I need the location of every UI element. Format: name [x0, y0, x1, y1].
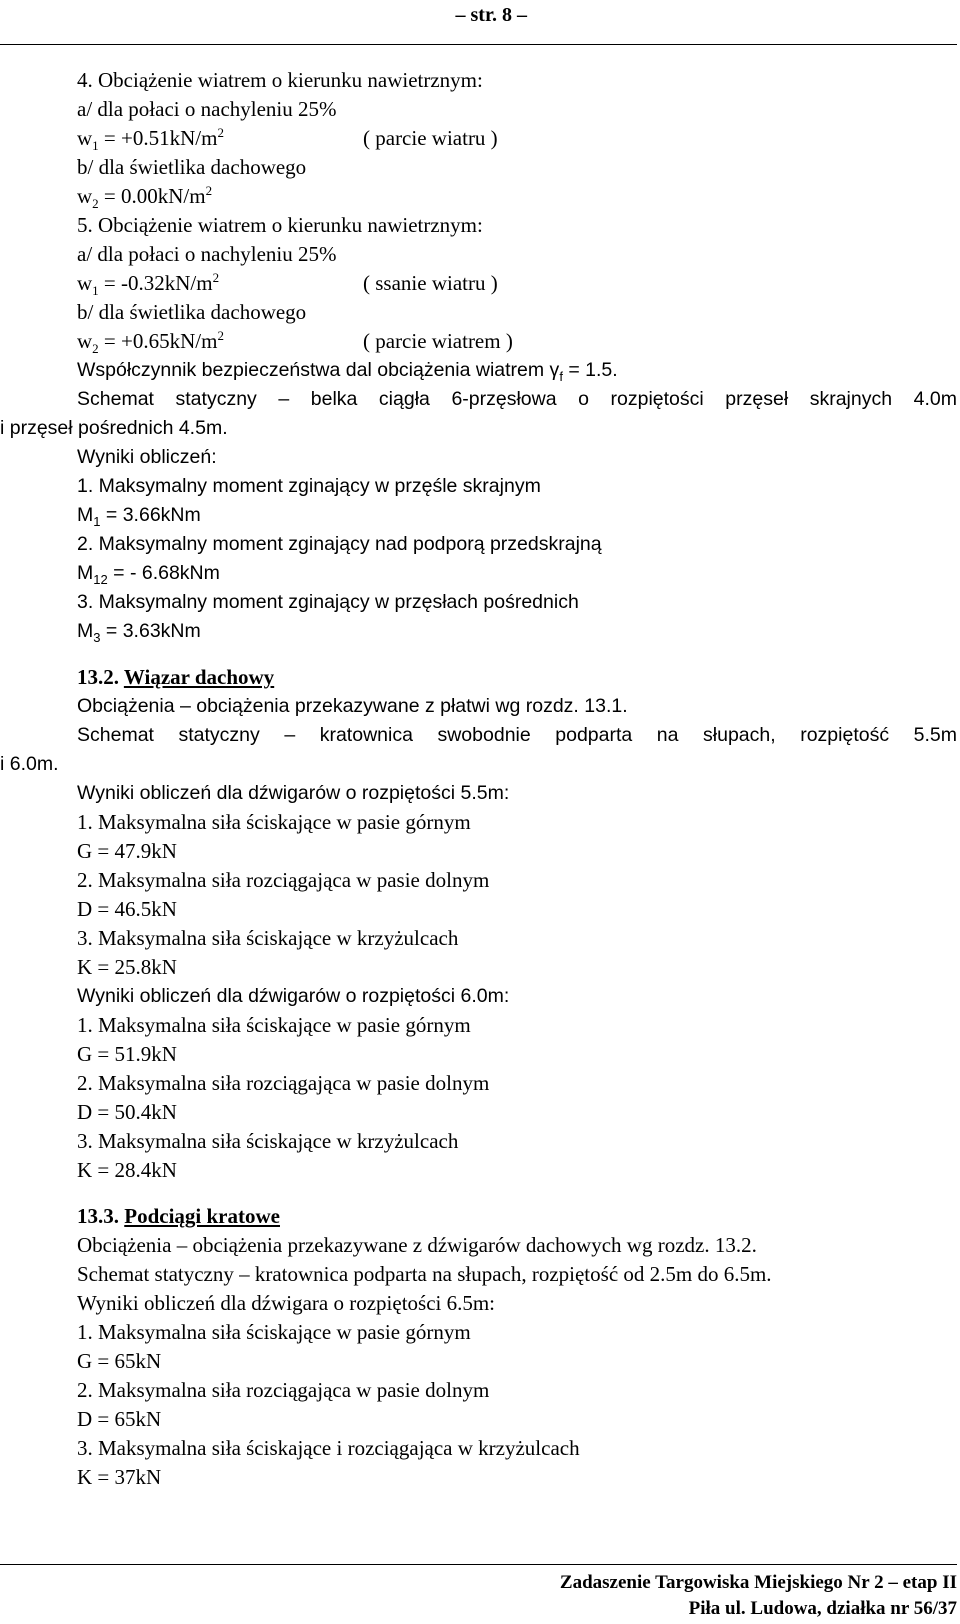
footer-location: Piła ul. Ludowa, działka nr 56/37 — [688, 1598, 957, 1619]
result-value: D = 46.5kN — [77, 897, 177, 921]
result-value: $M_{12}$ = - 6.68kNm — [77, 562, 220, 587]
section-number: 13.2. — [77, 665, 119, 689]
formula-note: ( ssanie wiatru ) — [363, 271, 498, 295]
result-value: G = 47.9kN — [77, 839, 177, 863]
result-value: G = 51.9kN — [77, 1042, 177, 1066]
text-line: b/ dla świetlika dachowego — [77, 155, 307, 179]
scheme-line: Schemat statyczny – kratownica swobodnie podparta na słupach, rozpiętość 5.5m — [77, 724, 957, 746]
result-value: G = 65kN — [77, 1349, 162, 1373]
spacer — [0, 646, 957, 663]
section-heading — [0, 663, 957, 692]
spacer — [0, 1185, 957, 1202]
result-value: K = 37kN — [77, 1465, 162, 1489]
text-line: Obciążenia – obciążenia przekazywane z dźwigarów dachowych wg rozdz. 13.2. — [77, 1233, 757, 1257]
section-title: Podciągi kratowe — [124, 1204, 280, 1228]
scheme-line-continued: i 6.0m. — [0, 753, 59, 775]
result-item: 1. Maksymalna siła ściskające w pasie górnym — [77, 1320, 471, 1344]
page-header — [0, 4, 960, 44]
text-line: Schemat statyczny – kratownica podparta na słupach, rozpiętość od 2.5m do 6.5m. — [77, 1262, 772, 1286]
text-line: b/ dla świetlika dachowego — [77, 300, 307, 324]
formula-note: ( parcie wiatru ) — [363, 126, 498, 150]
result-item: 1. Maksymalna siła ściskające w pasie górnym — [77, 810, 471, 834]
safety-factor-line: Współczynnik bezpieczeństwa dal obciążenia wiatrem $\gamma_f = 1.5$. — [77, 359, 618, 384]
text-line: 5. Obciążenie wiatrem o kierunku nawietrznym: — [77, 213, 483, 237]
result-item: 1. Maksymalna siła ściskające w pasie górnym — [77, 1013, 471, 1037]
result-item: 1. Maksymalny moment zginający w przęśle skrajnym — [77, 475, 541, 497]
text-line: a/ dla połaci o nachyleniu 25% — [77, 242, 337, 266]
formula-line: $w_1 = -0.32kN/m^2$ ( ssanie wiatru ) — [77, 270, 498, 299]
result-value: K = 25.8kN — [77, 955, 177, 979]
results-heading: Wyniki obliczeń: — [77, 446, 217, 468]
result-value: $M_1 = 3.66kNm$ — [77, 504, 201, 529]
result-item: 2. Maksymalny moment zginający nad podporą przedskrajną — [77, 533, 602, 555]
result-item: 3. Maksymalna siła ściskające w krzyżulcach — [77, 1129, 459, 1153]
section-heading — [0, 1202, 957, 1231]
results-heading: Wyniki obliczeń dla dźwigarów o rozpiętości 6.0m: — [77, 985, 510, 1007]
header-divider — [0, 44, 957, 45]
footer-divider — [0, 1564, 957, 1565]
results-heading: Wyniki obliczeń dla dźwigarów o rozpiętości 5.5m: — [77, 782, 510, 804]
result-item: 2. Maksymalna siła rozciągająca w pasie dolnym — [77, 1378, 490, 1402]
text-line: 4. Obciążenie wiatrem o kierunku nawietrznym: — [77, 68, 483, 92]
result-item: 3. Maksymalna siła ściskające w krzyżulcach — [77, 926, 459, 950]
text-line: a/ dla połaci o nachyleniu 25% — [77, 97, 337, 121]
result-value: D = 50.4kN — [77, 1100, 177, 1124]
section-title: Wiązar dachowy — [123, 665, 275, 689]
formula-line: $w_2 = 0.00kN/m^2$ — [77, 183, 213, 212]
result-item: 2. Maksymalna siła rozciągająca w pasie dolnym — [77, 1071, 490, 1095]
result-item: 2. Maksymalna siła rozciągająca w pasie dolnym — [77, 868, 490, 892]
document-body — [0, 66, 957, 1492]
result-item: 3. Maksymalny moment zginający w przęsłach pośrednich — [77, 591, 579, 613]
text-line: Obciążenia – obciążenia przekazywane z płatwi wg rozdz. 13.1. — [77, 695, 628, 717]
section-number: 13.3. — [77, 1204, 119, 1228]
result-item: 3. Maksymalna siła ściskające i rozciągająca w krzyżulcach — [77, 1436, 580, 1460]
result-value: K = 28.4kN — [77, 1158, 177, 1182]
footer-project-title: Zadaszenie Targowiska Miejskiego Nr 2 – etap II — [559, 1572, 957, 1593]
result-value: $M_3 = 3.63kNm$ — [77, 620, 201, 645]
result-value: D = 65kN — [77, 1407, 162, 1431]
formula-line: $w_1 = +0.51kN/m^2$ ( parcie wiatru ) — [77, 125, 498, 154]
scheme-line-continued: i przęseł pośrednich 4.5m. — [0, 417, 228, 439]
results-heading: Wyniki obliczeń dla dźwigara o rozpiętości 6.5m: — [77, 1291, 496, 1315]
formula-line: $w_2 = +0.65kN/m^2$ ( parcie wiatrem ) — [77, 328, 513, 357]
formula-note: ( parcie wiatrem ) — [363, 329, 513, 353]
scheme-line: Schemat statyczny – belka ciągła 6-przęsłowa o rozpiętości przęseł skrajnych 4.0m — [77, 388, 957, 410]
page-number: – str. 8 – — [455, 4, 527, 26]
